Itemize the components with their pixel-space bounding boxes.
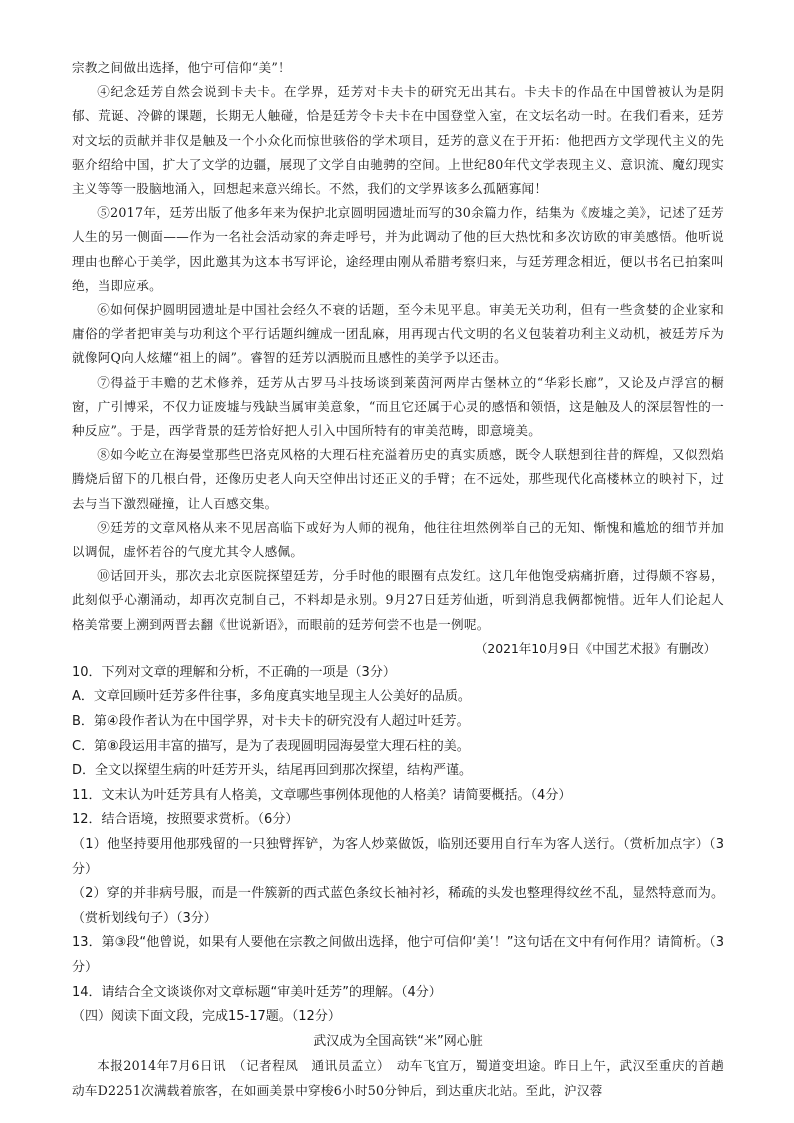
question-10-option-d: D．全文以探望生病的叶廷芳开头，结尾再回到那次探望，结构严谨。 bbox=[72, 763, 473, 779]
article-paragraph-9: ⑨廷芳的文章风格从来不见居高临下或好为人师的视角，他往往坦然例举自己的无知、惭愧和尴尬的细节并加以调侃，虚怀若谷的气度尤其令人感佩。 bbox=[72, 519, 724, 560]
article-paragraph-5: ⑤2017年，廷芳出版了他多年来为保护北京圆明园遗址而写的30余篇力作，结集为《废墟之美》，记述了廷芳人生的另一侧面——作为一名社会活动家的奔走呼号，并为此调动了他的巨大热忱和多次访欧的审美感悟。他听说理由也醉心于美学，因此邀其为这本书写评论，途经理由刚从希腊考察归来，与廷芳理念相近，便以书名已拍案叫绝，当即应承。 bbox=[72, 205, 724, 293]
question-10: 10．下列对文章的理解和分析，不正确的一项是（3分） bbox=[72, 664, 396, 680]
question-11: 11．文末认为叶廷芳具有人格美，文章哪些事例体现他的人格美？请简要概括。（4分） bbox=[72, 787, 572, 803]
article-paragraph-8: ⑧如今屹立在海晏堂那些巴洛克风格的大理石柱充溢着历史的真实质感，既令人联想到往昔的辉煌，又似烈焰腾烧后留下的几根白骨，还像历史老人向天空伸出讨还正义的手臂；在不远处，那些现代化高楼林立的映衬下，过去与当下激烈碰撞，让人百感交集。 bbox=[72, 447, 724, 511]
article-paragraph-continued: 宗教之间做出选择，他宁可信仰“美”！ bbox=[72, 60, 291, 75]
question-13: 13．第③段“他曾说，如果有人要他在宗教之间做出选择，他宁可信仰‘美’！”这句话在文中有何作用？请简析。（3分） bbox=[72, 935, 724, 975]
section-4-heading: （四）阅读下面文段，完成15-17题。（12分） bbox=[72, 1009, 341, 1025]
question-12-part-1: （1）他坚持要用他那残留的一只独臂挥铲，为客人炒菜做饭，临别还要用自行车为客人送行。（赏析加点字）（3分） bbox=[72, 837, 724, 877]
news-body: 本报2014年7月6日讯 （记者程凤 通讯员孟立） 动车飞宜万，蜀道变坦途。昨日上午，武汉至重庆的首趟动车D2251次满载着旅客，在如画美景中穿梭6小时50分钟后，到达重庆北站。至此，沪汉蓉 bbox=[72, 1058, 724, 1098]
article-paragraph-7: ⑦得益于丰赡的艺术修养，廷芳从古罗马斗技场谈到莱茵河两岸古堡林立的“华彩长廊”，又论及卢浮宫的橱窗，广引博采，不仅力证废墟与残缺当属审美意象，“而且它还属于心灵的感悟和领悟，这是触及人的深层智性的一种反应”。于是，西学背景的廷芳恰好把人引入中国所特有的审美范畴，即意境美。 bbox=[72, 374, 724, 439]
question-10-option-a: A．文章回顾叶廷芳多件往事，多角度真实地呈现主人公美好的品质。 bbox=[72, 689, 471, 705]
article-paragraph-10: ⑩话回开头，那次去北京医院探望廷芳，分手时他的眼圈有点发红。这几年他饱受病痛折磨，过得颇不容易，此刻似乎心潮涌动，却再次克制自己，不料却是永别。9月27日廷芳仙逝，听到消息我俩都惋惜。近年人们论起人格美常要上溯到两晋去翻《世说新语》，而眼前的廷芳何尝不也是一例呢。 bbox=[72, 568, 724, 632]
question-14: 14．请结合全文谈谈你对文章标题“审美叶廷芳”的理解。（4分） bbox=[72, 984, 442, 1000]
news-title: 武汉成为全国高铁“米”网心脏 bbox=[313, 1033, 483, 1049]
question-10-option-b: B．第④段作者认为在中国学界，对卡夫卡的研究没有人超过叶廷芳。 bbox=[72, 714, 470, 730]
question-10-option-c: C．第⑧段运用丰富的描写，是为了表现圆明园海晏堂大理石柱的美。 bbox=[72, 738, 470, 754]
article-paragraph-4: ④纪念廷芳自然会说到卡夫卡。在学界，廷芳对卡夫卡的研究无出其右。卡夫卡的作品在中国曾被认为是阴郁、荒诞、冷僻的课题，长期无人触碰，恰是廷芳令卡夫卡在中国登堂入室，在文坛名动一时。在我们看来，廷芳对文坛的贡献并非仅是触及一个小众化而惊世骇俗的学术项目，廷芳的意义在于开拓：他把西方文学现代主义的先驱介绍给中国，扩大了文学的边疆，展现了文学自由驰骋的空间。上世纪80年代文学表现主义、意识流、魔幻现实主义等等一股脑地涌入，回想起来意兴绵长。不然，我们的文学界该多么孤陋寡闻！ bbox=[72, 84, 724, 197]
question-12: 12．结合语境，按照要求赏析。（6分） bbox=[72, 812, 299, 828]
article-paragraph-6: ⑥如何保护圆明园遗址是中国社会经久不衰的话题，至今未见平息。审美无关功利，但有一些贪婪的企业家和庸俗的学者把审美与功利这个平行话题纠缠成一团乱麻，用再现古代文明的名义包装着功利主义动机，被廷芳斥为就像阿Q向人炫耀“祖上的阔”。睿智的廷芳以洒脱而且感性的美学予以还击。 bbox=[72, 302, 724, 366]
article-source: （2021年10月9日《中国艺术报》有删改） bbox=[474, 640, 716, 656]
question-12-part-2: （2）穿的并非病号服，而是一件簇新的西式蓝色条纹长袖衬衫，稀疏的头发也整理得纹丝不乱，显然特意而为。（赏析划线句子）（3分） bbox=[72, 886, 724, 926]
